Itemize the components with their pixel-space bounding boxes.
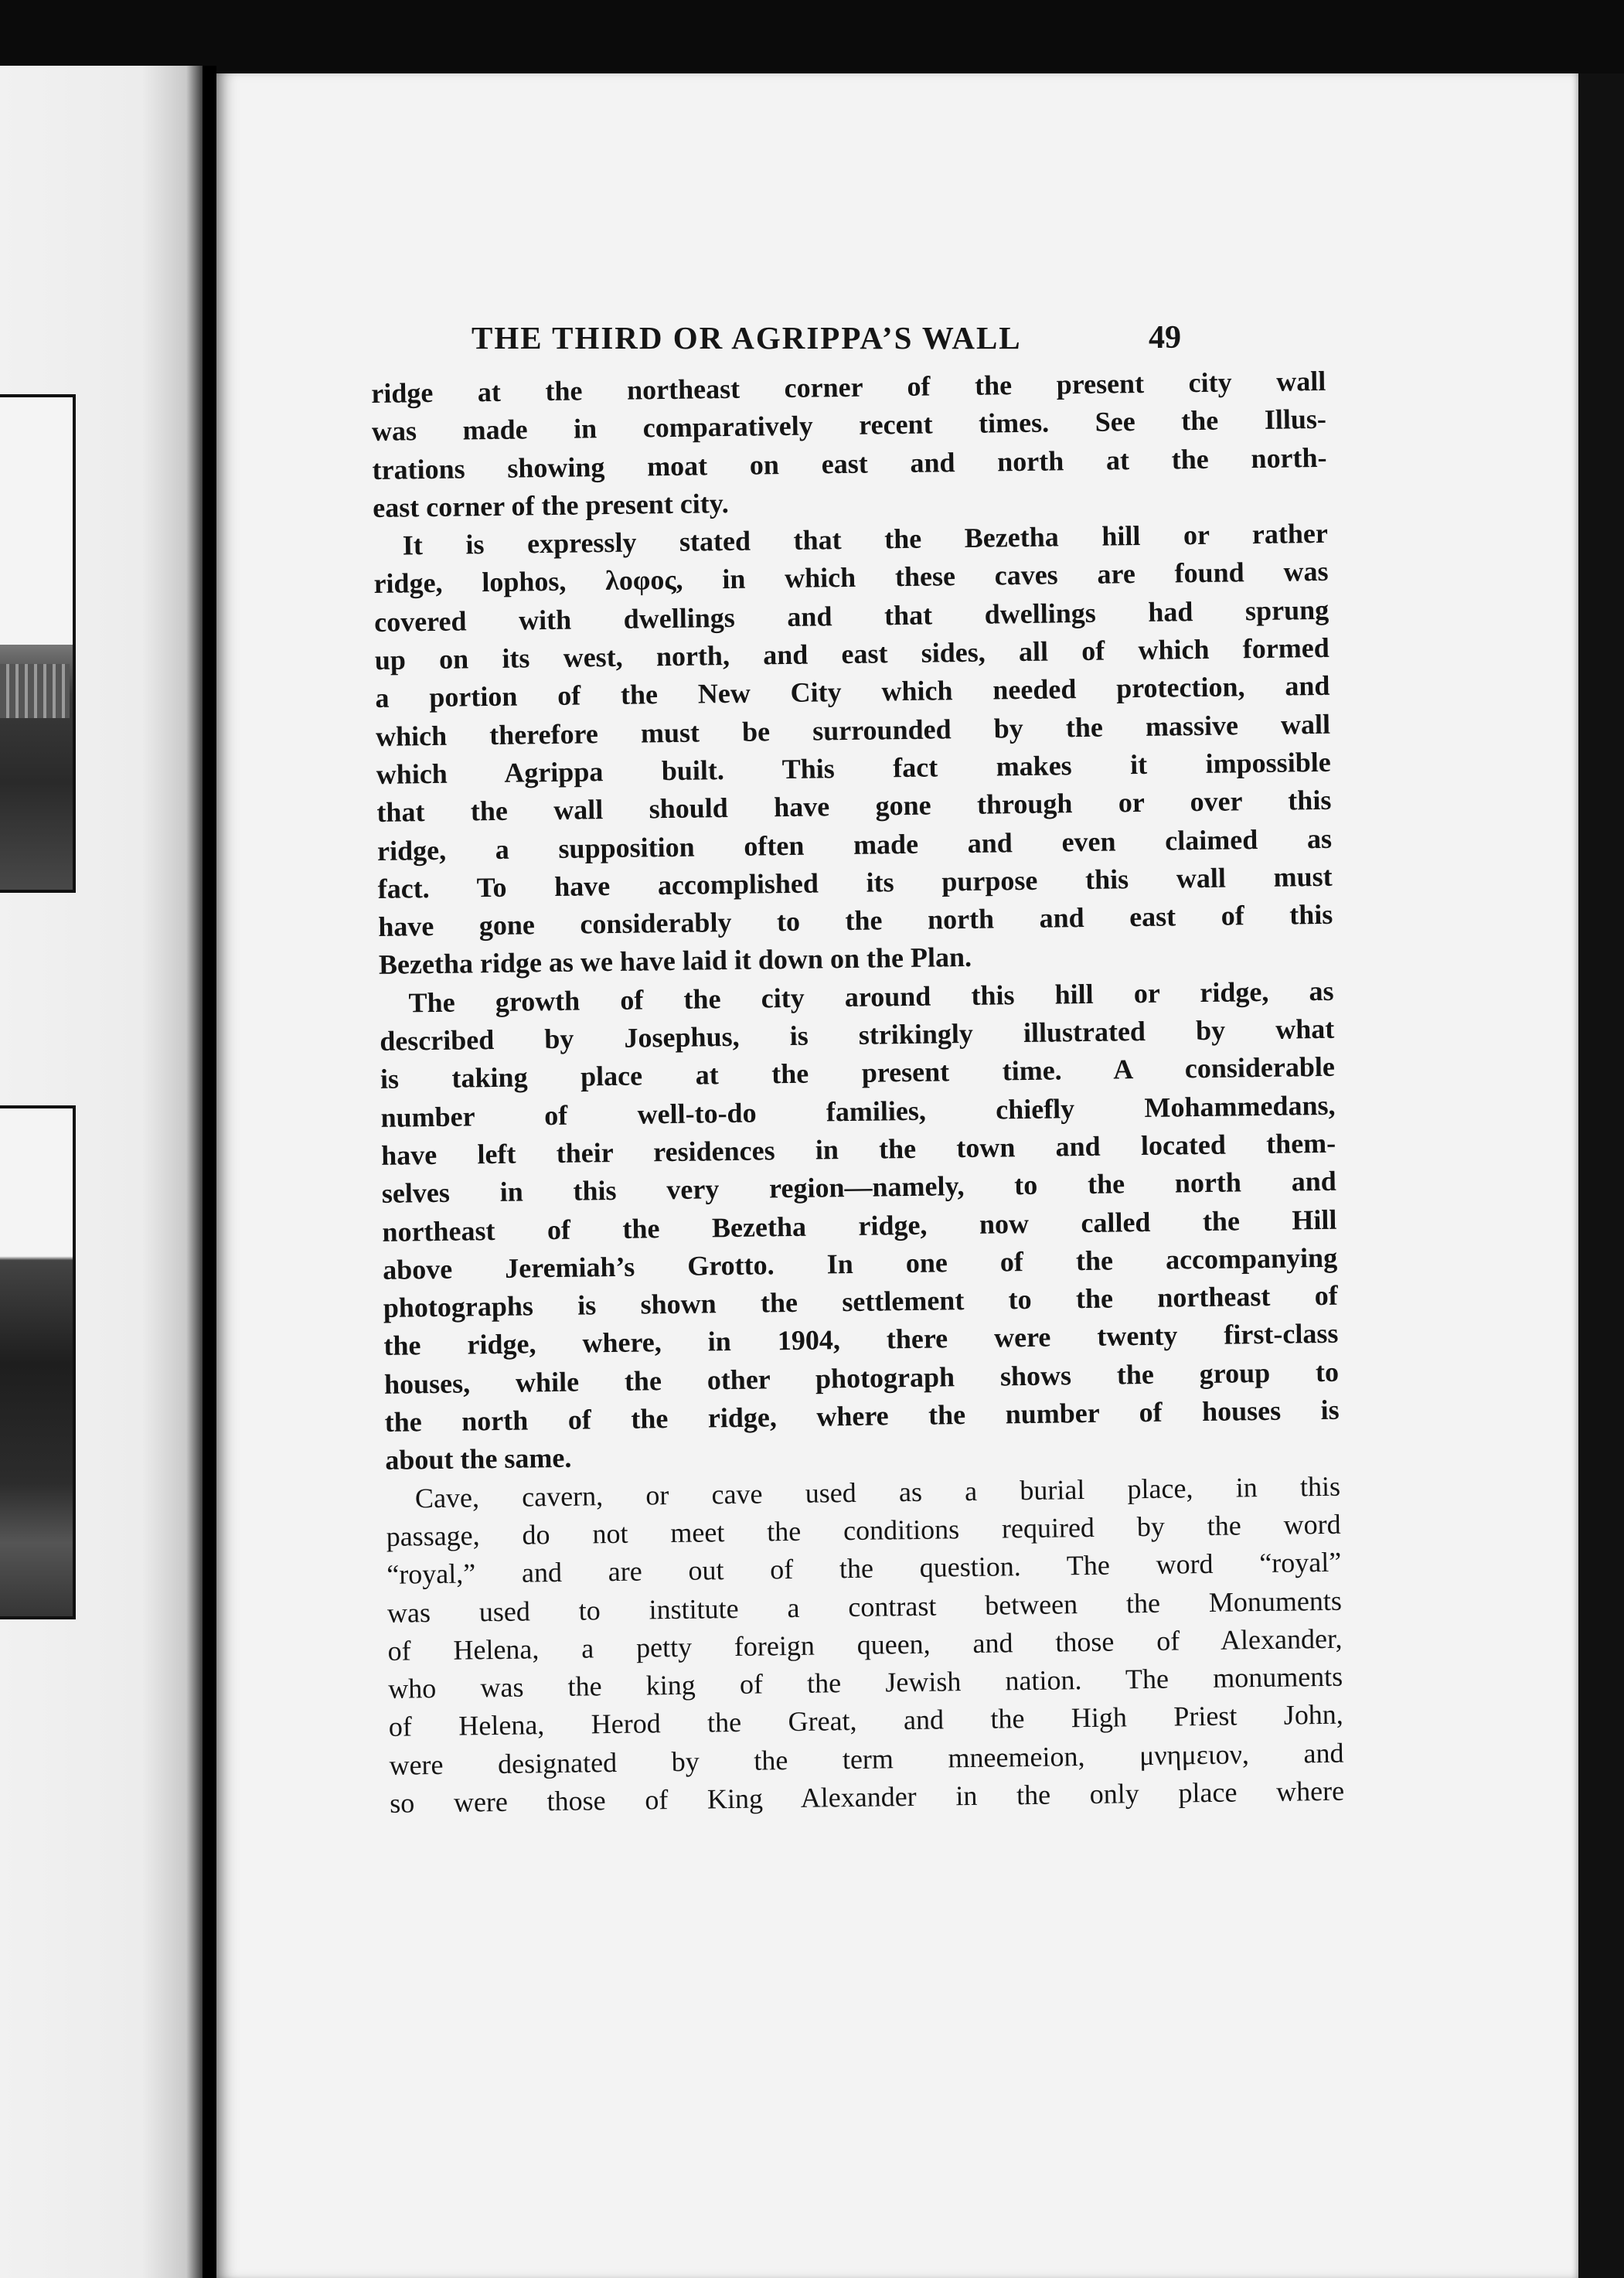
- photograph-hillside: [0, 1224, 73, 1619]
- text-line: were designated by the term mneemeion, μνημειον, and: [389, 1737, 1344, 1781]
- text-line: of Helena, Herod the Great, and the High Priest John,: [388, 1699, 1344, 1743]
- text-line: ridge, lophos, λοφος, in which these caves are found was: [373, 556, 1329, 600]
- text-line: the ridge, where, in 1904, there were twenty first-class: [383, 1318, 1339, 1362]
- facing-page-photograph-top: [0, 394, 76, 893]
- text-line: northeast of the Bezetha ridge, now called the Hill: [382, 1204, 1337, 1248]
- page-edge-shadow: [1578, 73, 1624, 2278]
- text-line: It is expressly stated that the Bezetha hill or rather: [402, 518, 1329, 561]
- text-line: fact. To have accomplished its purpose this wall must: [377, 860, 1333, 904]
- body-text: [371, 363, 1344, 1823]
- text-line: The growth of the city around this hill or ridge, as: [408, 975, 1334, 1019]
- text-line: trations showing moat on east and north at the north-: [372, 441, 1327, 485]
- text-line: Cave, cavern, or cave used as a burial place, in this: [414, 1470, 1341, 1514]
- text-line: which therefore must be surrounded by the massive wall: [375, 708, 1331, 752]
- text-line: described by Josephus, is strikingly illustrated by what: [380, 1013, 1335, 1057]
- book-page: [216, 73, 1578, 2278]
- text-line: passage, do not meet the conditions required by the word: [386, 1508, 1341, 1552]
- text-line: that the wall should have gone through or over this: [376, 785, 1332, 829]
- text-line: a portion of the New City which needed protection, and: [375, 670, 1330, 714]
- text-line: so were those of King Alexander in the only place where: [389, 1775, 1345, 1819]
- text-line: up on its west, north, and east sides, all of which formed: [374, 632, 1330, 676]
- photograph-buildings: [0, 664, 70, 718]
- text-line: which Agrippa built. This fact makes it impossible: [376, 746, 1331, 790]
- text-line: photographs is shown the settlement to the northeast of: [383, 1279, 1338, 1324]
- text-line: about the same.: [385, 1442, 572, 1476]
- text-line: Bezetha ridge as we have laid it down on the Plan.: [378, 942, 972, 981]
- text-line: ridge at the northeast corner of the present city wall: [371, 365, 1326, 409]
- text-line: ridge, a supposition often made and even claimed as: [376, 822, 1333, 867]
- text-line: the north of the ridge, where the number of houses is: [384, 1394, 1340, 1438]
- text-line: selves in this very region—namely, to the north and: [381, 1165, 1337, 1210]
- text-line: was used to institute a contrast between the Monuments: [386, 1585, 1343, 1629]
- text-line: covered with dwellings and that dwellings had sprung: [373, 594, 1330, 638]
- text-line: who was the king of the Jewish nation. The monuments: [387, 1660, 1343, 1704]
- text-line: was made in comparatively recent times. See the Illus-: [371, 404, 1327, 448]
- text-line: above Jeremiah’s Grotto. In one of the accompanying: [382, 1241, 1338, 1285]
- page-number: 49: [1149, 320, 1181, 356]
- text-line: east corner of the present city.: [372, 487, 730, 523]
- facing-page: [0, 66, 203, 2278]
- text-line: houses, while the other photograph shows the group to: [383, 1356, 1340, 1400]
- text-line: number of well-to-do families, chiefly Mohammedans,: [380, 1089, 1336, 1133]
- text-line: have gone considerably to the north and east of this: [378, 898, 1333, 943]
- text-line: have left their residences in the town and located them-: [380, 1127, 1336, 1171]
- running-head: THE THIRD OR AGRIPPA’S WALL: [472, 320, 1022, 356]
- text-line: is taking place at the present time. A considerable: [380, 1051, 1336, 1095]
- text-line: “royal,” and are out of the question. The word “royal”: [386, 1546, 1342, 1591]
- book-gutter: [203, 66, 216, 2278]
- text-line: of Helena, a petty foreign queen, and those of Alexander,: [387, 1623, 1343, 1667]
- facing-page-photograph-bottom: [0, 1105, 76, 1619]
